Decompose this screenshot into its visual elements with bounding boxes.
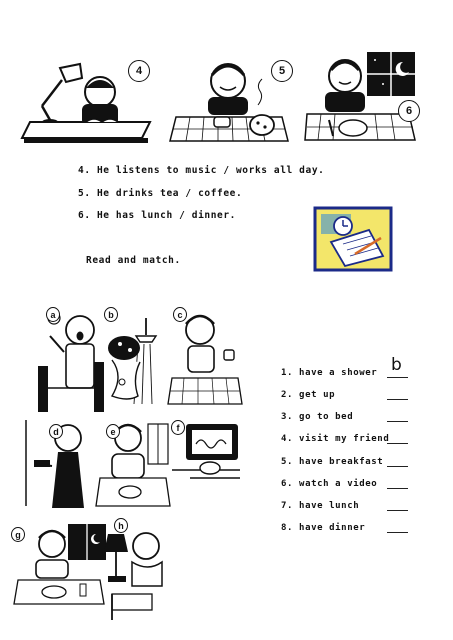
match-item-6: 6. watch a video [281, 479, 378, 489]
picture-label-c: c [173, 307, 187, 322]
answer-blank-5[interactable] [387, 466, 408, 467]
answer-1-handwritten: b [391, 355, 402, 375]
match-item-4: 4. visit my friend [281, 434, 390, 444]
match-item-7: 7. have lunch [281, 501, 360, 511]
picture-g-boy-at-dinner [14, 524, 106, 604]
answer-blank-8[interactable] [387, 532, 408, 533]
match-item-2: 2. get up [281, 390, 336, 400]
match-item-8: 8. have dinner [281, 523, 366, 533]
answer-blank-3[interactable] [387, 421, 408, 422]
picture-c-boy-with-cup [168, 316, 242, 404]
picture-label-g: g [11, 527, 25, 542]
picture-label-d: d [49, 424, 63, 439]
picture-label-b: b [104, 307, 118, 322]
sentence-4: 4. He listens to music / works all day. [78, 165, 325, 176]
match-item-1: 1. have a shower [281, 368, 378, 378]
picture-label-f: f [171, 420, 185, 435]
picture-badge-4: 4 [128, 60, 150, 82]
picture-label-a: a [46, 307, 60, 322]
picture-label-e: e [106, 424, 120, 439]
sentence-6: 6. He has lunch / dinner. [78, 210, 236, 221]
picture-b-boy-in-shower [108, 318, 156, 404]
answer-blank-1[interactable] [387, 377, 408, 378]
picture-label-h: h [114, 518, 128, 533]
answer-blank-2[interactable] [387, 399, 408, 400]
picture-badge-5: 5 [271, 60, 293, 82]
picture-h-going-to-bed [104, 533, 162, 620]
answer-blank-4[interactable] [387, 443, 408, 444]
match-item-5: 5. have breakfast [281, 457, 384, 467]
match-item-3: 3. go to bed [281, 412, 354, 422]
answer-blank-6[interactable] [387, 488, 408, 489]
instruction-read-and-match: Read and match. [86, 255, 181, 266]
picture-badge-6: 6 [398, 100, 420, 122]
answer-blank-7[interactable] [387, 510, 408, 511]
picture-a-boy-yawning [38, 312, 104, 412]
sentence-5: 5. He drinks tea / coffee. [78, 188, 243, 199]
